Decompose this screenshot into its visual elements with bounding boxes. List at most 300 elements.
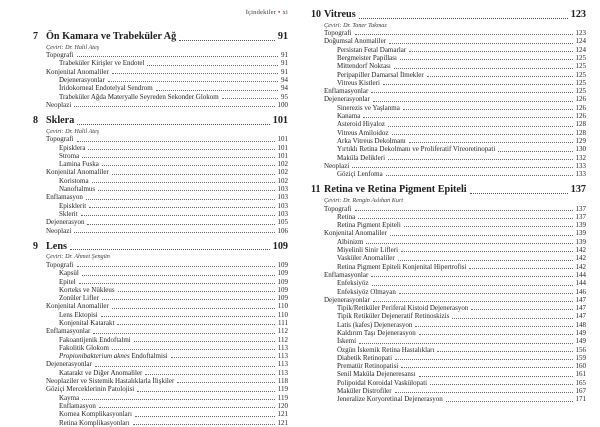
toc-entry-page: 165 [575,378,586,387]
toc-entry-page: 147 [575,312,586,321]
toc-entry[interactable] [324,79,586,87]
toc-entry[interactable] [46,193,288,201]
chapter-title: Lens [46,240,67,252]
dot-leader [470,193,568,194]
dot-leader [404,226,573,227]
toc-entry-label: Enfeksiyöz Olmayan [337,287,396,296]
toc-entry[interactable] [324,321,586,329]
toc-entry[interactable] [324,312,586,320]
dot-leader [355,34,573,35]
dot-leader [81,215,275,216]
dot-leader [399,293,573,294]
toc-entry-label: Tipik Retiküler Dejeneratif Retinoskizis [337,312,450,321]
toc-entry[interactable] [46,152,288,160]
dot-leader [427,76,573,77]
dot-leader [403,109,573,110]
chapter-title: Retina ve Retina Pigment Epiteli [324,184,467,196]
toc-entry-label: İridokorneal Endotelyal Sendrom [59,84,153,93]
dot-leader [419,376,573,377]
toc-entry-page: 109 [277,294,288,303]
toc-entry[interactable] [46,227,288,235]
toc-entry[interactable] [46,93,288,101]
toc-entry[interactable] [324,170,586,178]
dot-leader [179,40,275,41]
toc-entry[interactable] [324,154,586,162]
toc-entry-label: Fakolitik Glokom [59,343,109,352]
toc-entry-label: Topografi [324,204,352,213]
dot-leader [358,218,572,219]
toc-entry[interactable] [324,213,586,221]
dot-leader [355,210,573,211]
dot-leader [373,101,573,102]
toc-entry-page: 137 [575,212,586,221]
toc-entry[interactable] [46,51,288,59]
dot-leader [359,18,568,19]
toc-entry-page: 124 [575,45,586,54]
toc-entry-page: 133 [575,161,586,170]
toc-entry[interactable] [324,221,586,229]
toc-entry-page: 94 [281,75,288,84]
toc-entry-page: 113 [277,352,288,361]
toc-entry[interactable] [46,84,288,92]
toc-entry-page: 142 [575,246,586,255]
dot-leader [409,51,572,52]
toc-entry[interactable] [324,379,586,387]
toc-entry[interactable] [324,29,586,37]
toc-entry[interactable] [46,168,288,176]
toc-entry[interactable] [46,369,288,377]
toc-entry-page: 167 [575,387,586,396]
toc-entry-page: 112 [277,335,288,344]
chapter [33,240,288,427]
chapter-page: 123 [570,9,586,20]
toc-entry-label: Mittendorf Noktası [337,62,391,71]
toc-entry-label: Propionibakterium aknes Endoftalmisi [59,352,168,361]
toc-entry-label: Nanoftalmus [59,185,96,194]
toc-entry-page: 142 [575,254,586,263]
toc-entry[interactable] [324,279,586,287]
toc-entry-page: 129 [575,136,586,145]
toc-entry[interactable] [46,352,288,360]
chapter-translator: Çeviri: Dr. Halil Ateş [46,127,100,135]
dot-leader [118,291,275,292]
dot-leader [222,98,278,99]
toc-entry-label: Maküler Distrofiler [337,387,392,396]
toc-entry-label: Koristoma [59,176,89,185]
dot-leader [108,81,278,82]
toc-entry-label: Polipoidal Koroidal Vaskülopati [337,378,428,387]
toc-entry-label: Vitreus Kistleri [337,78,380,87]
toc-entry[interactable] [324,112,586,120]
toc-entry-page: 156 [575,345,586,354]
dot-leader [147,65,278,66]
toc-entry[interactable] [324,362,586,370]
toc-entry-page: 126 [575,112,586,121]
toc-entry-label: Kaldırım Taşı Dejenerasyon [337,328,416,337]
toc-entry[interactable] [46,185,288,193]
toc-entry-page: 149 [575,328,586,337]
toc-entry-label: Kapsül [59,269,79,278]
chapter-title: Sklera [46,115,75,127]
toc-entry[interactable] [324,62,586,70]
toc-entry[interactable] [324,37,586,45]
toc-entry-page: 121 [277,410,288,419]
toc-entry-page: 125 [575,53,586,62]
dot-leader [452,318,572,319]
dot-leader [390,235,573,236]
toc-entry[interactable] [324,145,586,153]
toc-entry[interactable] [46,177,288,185]
toc-entry[interactable] [46,269,288,277]
dot-leader [82,275,275,276]
toc-entry[interactable] [46,135,288,143]
toc-entry-page: 125 [575,78,586,87]
dot-leader [383,84,573,85]
toc-entry-page: 128 [575,128,586,137]
dot-leader [95,366,275,367]
toc-entry[interactable] [324,46,586,54]
toc-entry[interactable] [46,160,288,168]
toc-entry-label: Kornea Komplikasyonları [59,410,132,419]
chapter-number: 9 [33,240,38,252]
toc-entry[interactable] [46,202,288,210]
toc-entry[interactable] [324,54,586,62]
toc-entry-label: Asteroid Hiyaloz [337,120,386,129]
toc-entry[interactable] [46,68,288,76]
toc-entry[interactable] [46,344,288,352]
toc-entry-page: 110 [277,302,288,311]
dot-leader [395,359,572,360]
toc-entry-page: 120 [277,401,288,410]
dot-leader [112,73,278,74]
chapter [311,8,586,178]
dot-leader [388,159,572,160]
toc-entry-label: Enflamasyon [59,401,96,410]
dot-leader [363,117,572,118]
dot-leader [112,308,275,309]
toc-entry[interactable] [46,261,288,269]
toc-entry[interactable] [46,144,288,152]
toc-entry-label: Konjenital Anomaliler [46,302,109,311]
toc-entry[interactable] [46,286,288,294]
toc-entry[interactable] [46,410,288,418]
chapter-page: 109 [272,240,288,252]
dot-leader [77,266,275,267]
toc-entry[interactable] [46,101,288,109]
toc-entry[interactable] [324,95,586,103]
toc-entry-page: 91 [281,67,288,76]
dot-leader [134,341,275,342]
toc-entry-label: Sinerezis ve Yaşlanma [337,103,400,112]
toc-entry-label: Enfeksiyöz [337,279,369,288]
toc-entry-label: Fakoantijenik Endoftalmi [59,335,131,344]
toc-entry-page: 95 [281,92,288,101]
toc-entry[interactable] [324,71,586,79]
toc-entry[interactable] [324,329,586,337]
toc-entry-label: Sklerit [59,209,78,218]
toc-entry[interactable] [46,210,288,218]
dot-leader [386,175,573,176]
toc-entry[interactable] [324,87,586,95]
chapter-translator: Çeviri: Dr. Taner Takmaz [324,21,387,29]
dot-leader [88,149,274,150]
toc-entry-label: Dejenerasyonlar [324,95,370,104]
toc-entry-label: Enflamasyonlar [324,270,369,279]
toc-entry[interactable] [324,387,586,395]
toc-entry-page: 100 [277,100,288,109]
dot-leader [392,134,573,135]
dot-leader [395,392,573,393]
dot-leader [171,357,275,358]
toc-entry-page: 142 [575,262,586,271]
dot-leader [419,334,573,335]
toc-entry-page: 118 [277,377,288,386]
dot-leader [70,249,270,250]
dot-leader [77,141,275,142]
chapter-number: 8 [33,115,38,127]
toc-entry[interactable] [324,263,586,271]
dot-leader [77,124,269,125]
toc-entry[interactable] [46,327,288,335]
toc-entry-label: Epitel [59,277,76,286]
running-header-separator: • [278,9,281,16]
toc-entry[interactable] [46,419,288,427]
toc-entry-label: Tipik/Retiküler Periferal Kistoid Dejenerasyon [337,304,469,313]
toc-entry-page: 125 [575,87,586,96]
toc-entry[interactable] [46,294,288,302]
toc-entry-page: 125 [575,70,586,79]
toc-entry-page: 160 [575,362,586,371]
dot-leader [359,343,572,344]
dot-leader [372,285,573,286]
toc-entry-label: Zonüler Lifler [59,294,99,303]
toc-entry[interactable] [46,402,288,410]
toc-entry-page: 109 [277,269,288,278]
dot-leader [177,382,274,383]
toc-entry[interactable] [324,205,586,213]
toc-entry-label: Retina Pigment Epiteli [337,221,401,230]
toc-entry-label: Retina [337,212,356,221]
toc-entry-page: 109 [277,285,288,294]
toc-entry[interactable] [46,336,288,344]
dot-leader [401,251,572,252]
toc-entry[interactable] [46,302,288,310]
toc-entry[interactable] [46,76,288,84]
dot-leader [99,407,275,408]
toc-entry-page: 144 [575,279,586,288]
toc-entry-label: Lamina Fuska [59,160,99,169]
dot-leader [74,232,274,233]
toc-entry-page: 113 [277,343,288,352]
chapter-heading[interactable] [46,30,288,44]
dot-leader [389,43,572,44]
dot-leader [373,301,573,302]
toc-entry[interactable] [324,296,586,304]
dot-leader [400,59,573,60]
toc-entry[interactable] [46,377,288,385]
toc-entry-label: Episklera [59,143,86,152]
toc-entry-label: Albinizm [337,237,364,246]
dot-leader [87,224,274,225]
toc-entry-page: 101 [277,143,288,152]
dot-leader [102,299,275,300]
toc-entry-label: Persistan Fetal Damarlar [337,45,407,54]
toc-entry-page: 103 [277,209,288,218]
toc-entry-page: 147 [575,304,586,313]
toc-entry-label: Kayma [59,393,80,402]
toc-entry-label: Dejenerasyonlar [59,75,105,84]
running-header [0,9,288,17]
chapter [33,114,288,235]
toc-entry[interactable] [324,120,586,128]
toc-entry[interactable] [324,254,586,262]
toc-entry-label: Neoplazi [46,226,72,235]
toc-entry-page: 91 [281,51,288,60]
chapter-page: 91 [277,31,288,42]
chapter-heading[interactable] [46,114,288,128]
toc-entry-label: Enflamasyonlar [46,327,91,336]
toc-entry[interactable] [324,229,586,237]
chapter-title: Ön Kamara ve Trabeküler Ağ [46,31,177,42]
toc-entry[interactable] [324,238,586,246]
dot-leader [133,424,275,425]
dot-leader [93,333,274,334]
toc-entry-label: Diabetik Retinopati [337,353,393,362]
dot-leader [352,167,572,168]
toc-entry[interactable] [324,370,586,378]
toc-entry[interactable] [324,346,586,354]
toc-entry-page: 113 [277,368,288,377]
dot-leader [79,283,275,284]
toc-entry[interactable] [46,394,288,402]
toc-entry-label: Latis (kafes) Dejenerasyon [337,320,413,329]
toc-entry[interactable] [324,304,586,312]
toc-entry-page: 171 [575,395,586,404]
toc-entry-label: Topografi [46,51,74,60]
toc-entry-page: 101 [277,135,288,144]
dot-leader [135,416,275,417]
toc-entry-label: Trabeküler Ağda Materyalle Seyreden Sekonder Glokom [59,92,219,101]
chapter-heading[interactable] [324,183,586,197]
dot-leader [74,106,274,107]
toc-entry-label: Neoplazi [324,161,350,170]
dot-leader [437,351,572,352]
toc-entry-page: 106 [277,226,288,235]
toc-entry-label: Dejenerasyonlar [46,360,92,369]
toc-entry-page: 139 [575,229,586,238]
toc-entry-label: Maküla Delikleri [337,153,386,162]
toc-entry-page: 119 [277,393,288,402]
chapter-heading[interactable] [46,240,288,254]
toc-entry-label: Kanama [337,112,361,121]
chapter-heading[interactable] [324,8,586,22]
toc-entry-label: Bergmeister Papillası [337,53,397,62]
toc-entry[interactable] [46,319,288,327]
toc-entry-page: 147 [575,295,586,304]
toc-entry[interactable] [324,246,586,254]
toc-entry[interactable] [324,337,586,345]
toc-entry-page: 159 [575,353,586,362]
toc-entry-page: 101 [277,151,288,160]
toc-entry[interactable] [324,395,586,403]
toc-entry-page: 91 [281,59,288,68]
toc-entry-label: Konjenital Anomaliler [46,67,109,76]
toc-entry[interactable] [324,162,586,170]
toc-entry[interactable] [46,59,288,67]
toc-entry-page: 126 [575,103,586,112]
toc-entry-page: 103 [277,185,288,194]
toc-entry-page: 102 [277,160,288,169]
toc-column-left [33,30,288,427]
dot-leader [137,391,274,392]
toc-entry[interactable] [46,311,288,319]
dot-leader [498,151,572,152]
toc-entry-page: 94 [281,84,288,93]
toc-entry[interactable] [324,137,586,145]
toc-entry-page: 112 [277,327,288,336]
toc-entry-label: Lens Ektopisi [59,310,98,319]
chapter-translator: Çeviri: Dr. Ahmet Şengün [46,253,110,261]
toc-entry[interactable] [324,288,586,296]
chapter-number: 11 [311,184,321,196]
toc-entry[interactable] [46,218,288,226]
toc-entry-page: 149 [575,337,586,346]
toc-entry-label: Neoplazi [46,100,72,109]
chapter-translator: Çeviri: Dr. Rengin Aslıhan Kurt [324,196,404,204]
chapter-page: 137 [570,184,586,196]
dot-leader [101,316,275,317]
chapter-translator: Çeviri: Dr. Halil Ateş [46,43,100,51]
toc-entry-page: 125 [575,62,586,71]
toc-entry-page: 139 [575,221,586,230]
toc-entry-label: Göziçi Lenfoma [337,170,383,179]
chapter-number: 10 [311,9,321,20]
toc-entry-label: Miyelinli Sinir Lifleri [337,246,399,255]
toc-entry-page: 105 [277,218,288,227]
toc-entry-page: 146 [575,287,586,296]
chapter [33,30,288,109]
dot-leader [112,174,275,175]
dot-leader [398,260,573,261]
toc-entry[interactable] [324,271,586,279]
toc-entry-label: Dejenerasyonlar [324,295,370,304]
toc-entry-label: Neoplaziler ve Sistemik Hastalıklarla İlişkiler [46,377,175,386]
toc-entry-label: Vasküler Anomaliler [337,254,395,263]
dot-leader [366,243,572,244]
toc-entry-label: Yırtıklı Retina Dekolmanı ve Proliferatif Vireoretinopati [337,145,496,154]
toc-entry[interactable] [46,278,288,286]
toc-entry[interactable] [46,385,288,393]
running-header-title: İçindekiler [245,9,277,16]
dot-leader [89,207,274,208]
toc-entry-page: 103 [277,201,288,210]
toc-entry-page: 133 [575,170,586,179]
toc-entry-label: İskemi [337,337,357,346]
toc-entry-label: Topografi [46,135,74,144]
chapter [311,183,586,403]
toc-entry-label: Prematür Retinopatisi [337,362,399,371]
toc-entry-page: 109 [277,260,288,269]
dot-leader [394,68,573,69]
toc-entry-label: Topografi [46,260,74,269]
toc-entry-page: 111 [278,319,288,327]
toc-entry[interactable] [324,354,586,362]
toc-entry[interactable] [46,360,288,368]
toc-entry-page: 139 [575,237,586,246]
toc-entry[interactable] [324,129,586,137]
dot-leader [156,90,278,91]
toc-entry[interactable] [324,104,586,112]
